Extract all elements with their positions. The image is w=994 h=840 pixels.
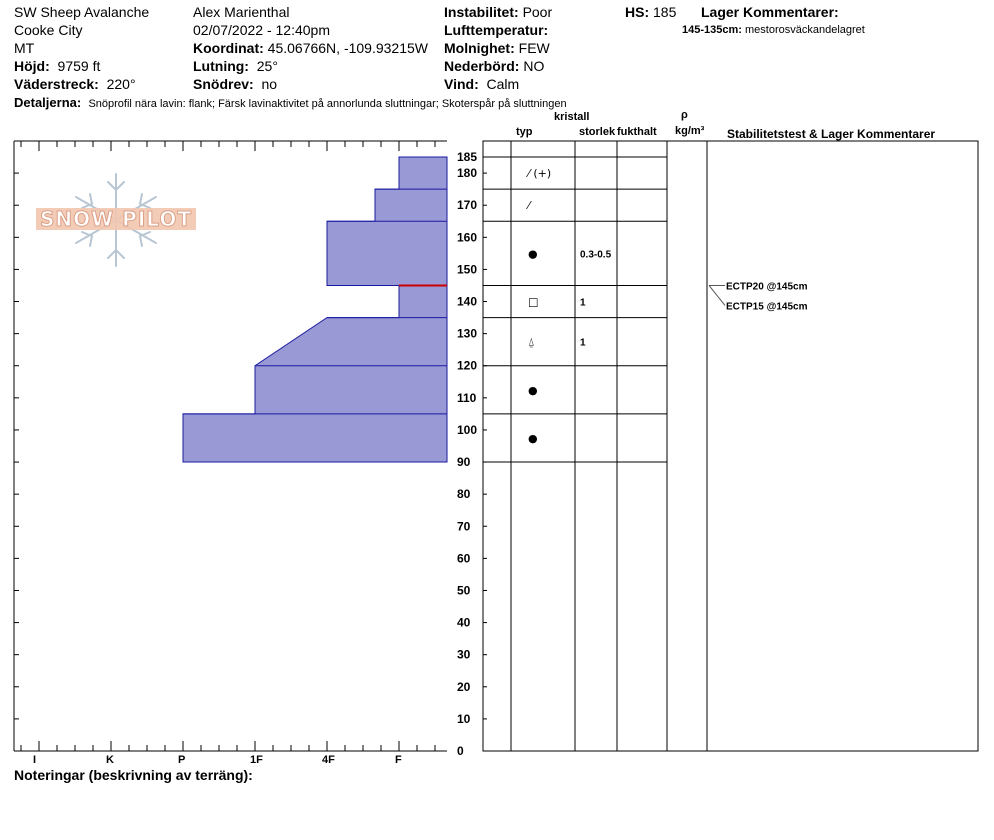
col-crystal: kristall	[554, 111, 590, 123]
depth-label: 60	[457, 551, 471, 566]
col-density-unit: kg/m³	[675, 125, 705, 137]
grain-type-symbol: ●	[528, 431, 538, 445]
depth-label: 40	[457, 615, 471, 630]
depth-label: 170	[457, 198, 478, 213]
layer-comments-title: Lager Kommentarer:	[701, 4, 839, 20]
hardness-label-p: P	[178, 754, 186, 766]
wind-value: Calm	[486, 76, 520, 92]
instability-value: Poor	[522, 4, 553, 20]
hardness-label-i: I	[33, 754, 37, 766]
grain-type-symbol: ⁄	[528, 199, 530, 213]
depth-label: 0	[457, 744, 464, 758]
airtemp-label: Lufttemperatur:	[444, 22, 549, 38]
depth-label: 50	[457, 583, 471, 598]
slope-value: 25°	[256, 58, 278, 74]
range-name: Cooke City	[14, 22, 83, 38]
hardness-label-k: K	[106, 754, 114, 766]
hs-value: 185	[653, 4, 677, 20]
slope-label: Lutning:	[193, 58, 249, 74]
grain-type-symbol: ●	[528, 383, 538, 397]
depth-label: 140	[457, 294, 478, 309]
wind-label: Vind:	[444, 76, 479, 92]
depth-label: 10	[457, 711, 471, 726]
sky-value: FEW	[518, 40, 550, 56]
coordinate-value: 45.06766N, -109.93215W	[267, 40, 428, 56]
observer-name: Alex Marienthal	[193, 4, 290, 20]
precip-value: NO	[523, 58, 545, 74]
state-name: MT	[14, 40, 35, 56]
aspect-value: 220°	[106, 76, 136, 92]
hs-label: HS:	[625, 4, 650, 20]
aspect-label: Väderstreck:	[14, 76, 99, 92]
details-label: Detaljerna:	[14, 95, 82, 110]
depth-label: 160	[457, 230, 478, 245]
col-size: storlek	[579, 126, 616, 138]
col-type: typ	[516, 126, 533, 138]
depth-label: 80	[457, 487, 471, 502]
depth-label: 110	[457, 390, 477, 405]
hardness-profile	[183, 157, 447, 462]
logo-text: SNOW PILOT	[36, 208, 196, 230]
depth-label: 185	[457, 150, 478, 165]
grain-size-value: 1	[580, 297, 586, 309]
stability-test-label: ECTP15 @145cm	[726, 301, 808, 313]
coordinate-label: Koordinat:	[193, 40, 264, 56]
layer-comment-range: 145-135cm:	[682, 24, 742, 36]
depth-label: 70	[457, 519, 471, 534]
elevation-value: 9759 ft	[57, 58, 101, 74]
drift-label: Snödrev:	[193, 76, 254, 92]
notes-label: Noteringar (beskrivning av terräng):	[14, 767, 253, 783]
details-text: Snöprofil nära lavin: flank; Färsk lavinaktivitet på annorlunda sluttningar; Skoterspår på sluttningen	[88, 98, 567, 110]
depth-label: 120	[457, 358, 478, 373]
depth-label: 90	[457, 455, 471, 470]
col-rho: ρ	[681, 109, 688, 121]
elevation-label: Höjd:	[14, 58, 50, 74]
observation-datetime: 02/07/2022 - 12:40pm	[193, 22, 330, 38]
hardness-label-1f: 1F	[250, 754, 263, 766]
depth-label: 180	[457, 166, 478, 181]
layer-comment-text: mestorosväckandelagret	[745, 24, 865, 36]
grain-size-value: 0.3-0.5	[580, 249, 612, 261]
precip-label: Nederbörd:	[444, 58, 520, 74]
depth-label: 30	[457, 647, 471, 662]
depth-label: 130	[457, 326, 478, 341]
location-name: SW Sheep Avalanche	[14, 4, 150, 20]
grain-type-symbol: □	[528, 295, 539, 309]
grain-type-symbol: ⍙	[528, 335, 535, 349]
depth-label: 150	[457, 262, 478, 277]
sky-label: Molnighet:	[444, 40, 515, 56]
grain-type-symbol: ●	[528, 247, 538, 261]
grain-size-value: 1	[580, 337, 586, 349]
depth-label: 100	[457, 422, 478, 437]
drift-value: no	[261, 76, 278, 92]
hardness-label-f: F	[395, 754, 402, 766]
hardness-label-4f: 4F	[322, 754, 335, 766]
col-moisture: fukthalt	[617, 126, 657, 138]
col-stability: Stabilitetstest & Lager Kommentarer	[727, 127, 936, 141]
layer-table-frame	[483, 141, 978, 751]
stability-test-label: ECTP20 @145cm	[726, 281, 808, 293]
depth-label: 20	[457, 679, 471, 694]
grain-type-symbol: ⁄ (+)	[528, 167, 552, 181]
stability-test-pointer	[709, 285, 725, 305]
instability-label: Instabilitet:	[444, 4, 519, 20]
